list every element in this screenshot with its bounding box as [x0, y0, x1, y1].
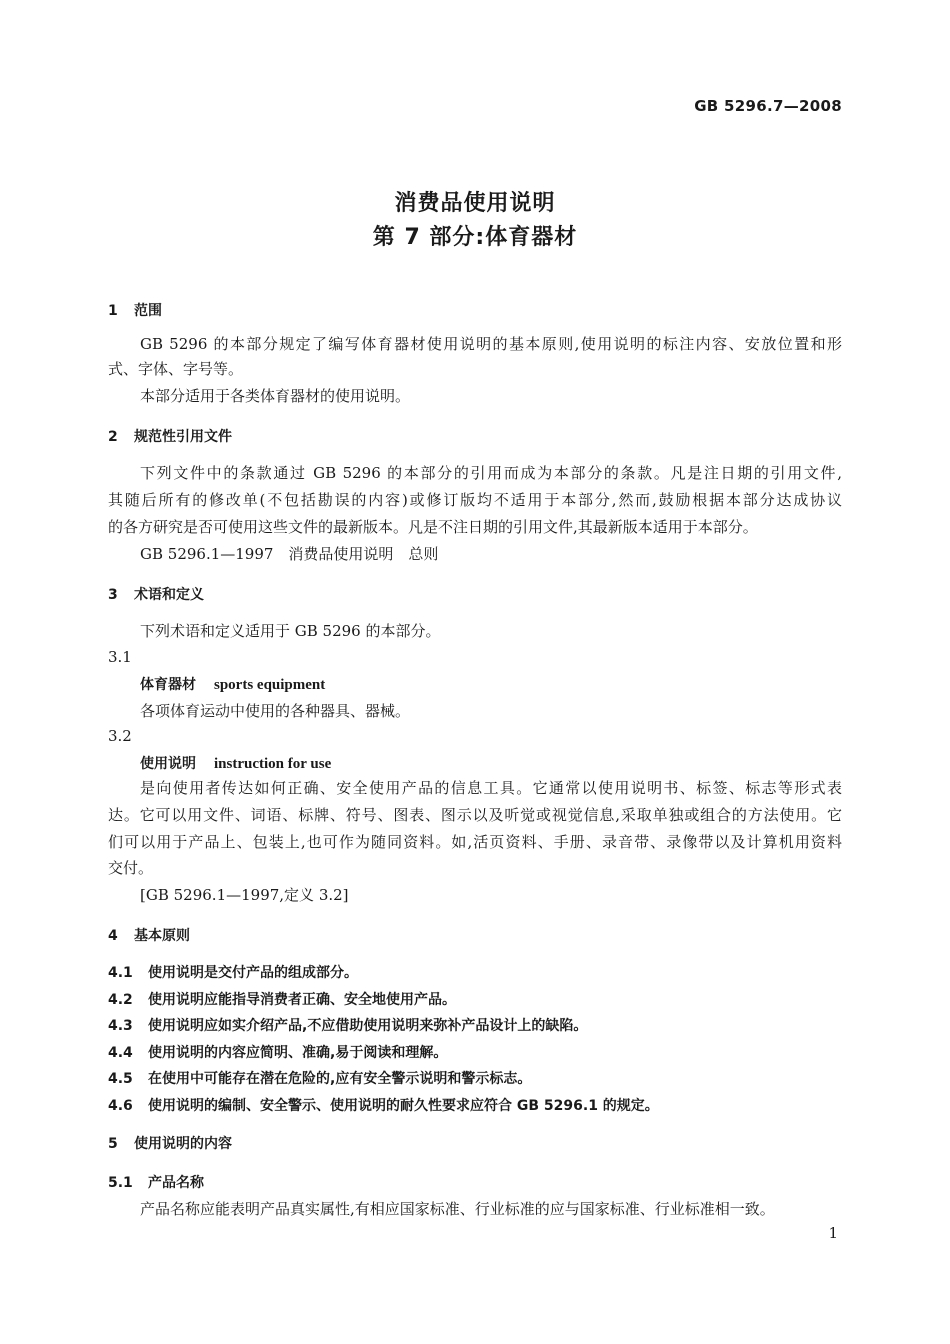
normative-reference: GB 5296.1—1997 消费品使用说明 总则	[140, 545, 439, 563]
section-2-para-line-1: 下列文件中的条款通过 GB 5296 的本部分的引用而成为本部分的条款。凡是注日期的引用文件,	[140, 464, 842, 482]
section-5-1-heading: 5.1 产品名称	[108, 1175, 204, 1191]
section-2-heading: 2 规范性引用文件	[108, 429, 232, 445]
section-2-para-line-2: 其随后所有的修改单(不包括勘误的内容)或修订版均不适用于本部分,然而,鼓励根据本部分达成协议	[108, 491, 842, 509]
section-4-heading: 4 基本原则	[108, 928, 190, 944]
section-1-para-1-line-2: 式、字体、字号等。	[108, 360, 244, 378]
term-3-2-title: 使用说明 instruction for use	[140, 756, 332, 772]
section-5-heading: 5 使用说明的内容	[108, 1136, 232, 1152]
term-3-2-source: [GB 5296.1—1997,定义 3.2]	[140, 886, 349, 904]
principle-item: 4.2 使用说明应能指导消费者正确、安全地使用产品。	[108, 992, 456, 1008]
section-1-para-2: 本部分适用于各类体育器材的使用说明。	[140, 387, 411, 405]
principle-item: 4.5 在使用中可能存在潜在危险的,应有安全警示说明和警示标志。	[108, 1071, 532, 1087]
section-5-1-para: 产品名称应能表明产品真实属性,有相应国家标准、行业标准的应与国家标准、行业标准相一致。	[140, 1200, 775, 1218]
section-3-heading: 3 术语和定义	[108, 587, 204, 603]
term-3-2-definition-line-4: 交付。	[108, 859, 154, 877]
term-3-2-definition-line-1: 是向使用者传达如何正确、安全使用产品的信息工具。它通常以使用说明书、标签、标志等形式表	[140, 779, 842, 797]
standard-number: GB 5296.7—2008	[694, 97, 842, 115]
term-3-2-definition-line-3: 们可以用于产品上、包装上,也可作为随同资料。如,活页资料、手册、录音带、录像带以及计算机用资料	[108, 833, 842, 851]
principle-item: 4.3 使用说明应如实介绍产品,不应借助使用说明来弥补产品设计上的缺陷。	[108, 1018, 588, 1034]
document-subtitle: 第 7 部分:体育器材	[372, 225, 578, 250]
section-2-para-line-3: 的各方研究是否可使用这些文件的最新版本。凡是不注日期的引用文件,其最新版本适用于本部分。	[108, 518, 758, 536]
principle-item: 4.1 使用说明是交付产品的组成部分。	[108, 965, 358, 981]
term-3-1-number: 3.1	[108, 648, 132, 666]
term-3-1-definition: 各项体育运动中使用的各种器具、器械。	[140, 702, 411, 720]
section-3-intro: 下列术语和定义适用于 GB 5296 的本部分。	[140, 622, 441, 640]
principle-item: 4.6 使用说明的编制、安全警示、使用说明的耐久性要求应符合 GB 5296.1 的规定。	[108, 1098, 659, 1114]
term-3-2-number: 3.2	[108, 727, 132, 745]
document-title: 消费品使用说明	[394, 191, 556, 216]
page-number: 1	[828, 1224, 838, 1242]
principle-item: 4.4 使用说明的内容应简明、准确,易于阅读和理解。	[108, 1045, 448, 1061]
term-3-2-definition-line-2: 达。它可以用文件、词语、标牌、符号、图表、图示以及听觉或视觉信息,采取单独或组合的方法使用。它	[108, 806, 842, 824]
section-1-para-1-line-1: GB 5296 的本部分规定了编写体育器材使用说明的基本原则,使用说明的标注内容、安放位置和形	[140, 335, 842, 353]
section-1-heading: 1 范围	[108, 303, 162, 319]
term-3-1-title: 体育器材 sports equipment	[140, 677, 326, 693]
